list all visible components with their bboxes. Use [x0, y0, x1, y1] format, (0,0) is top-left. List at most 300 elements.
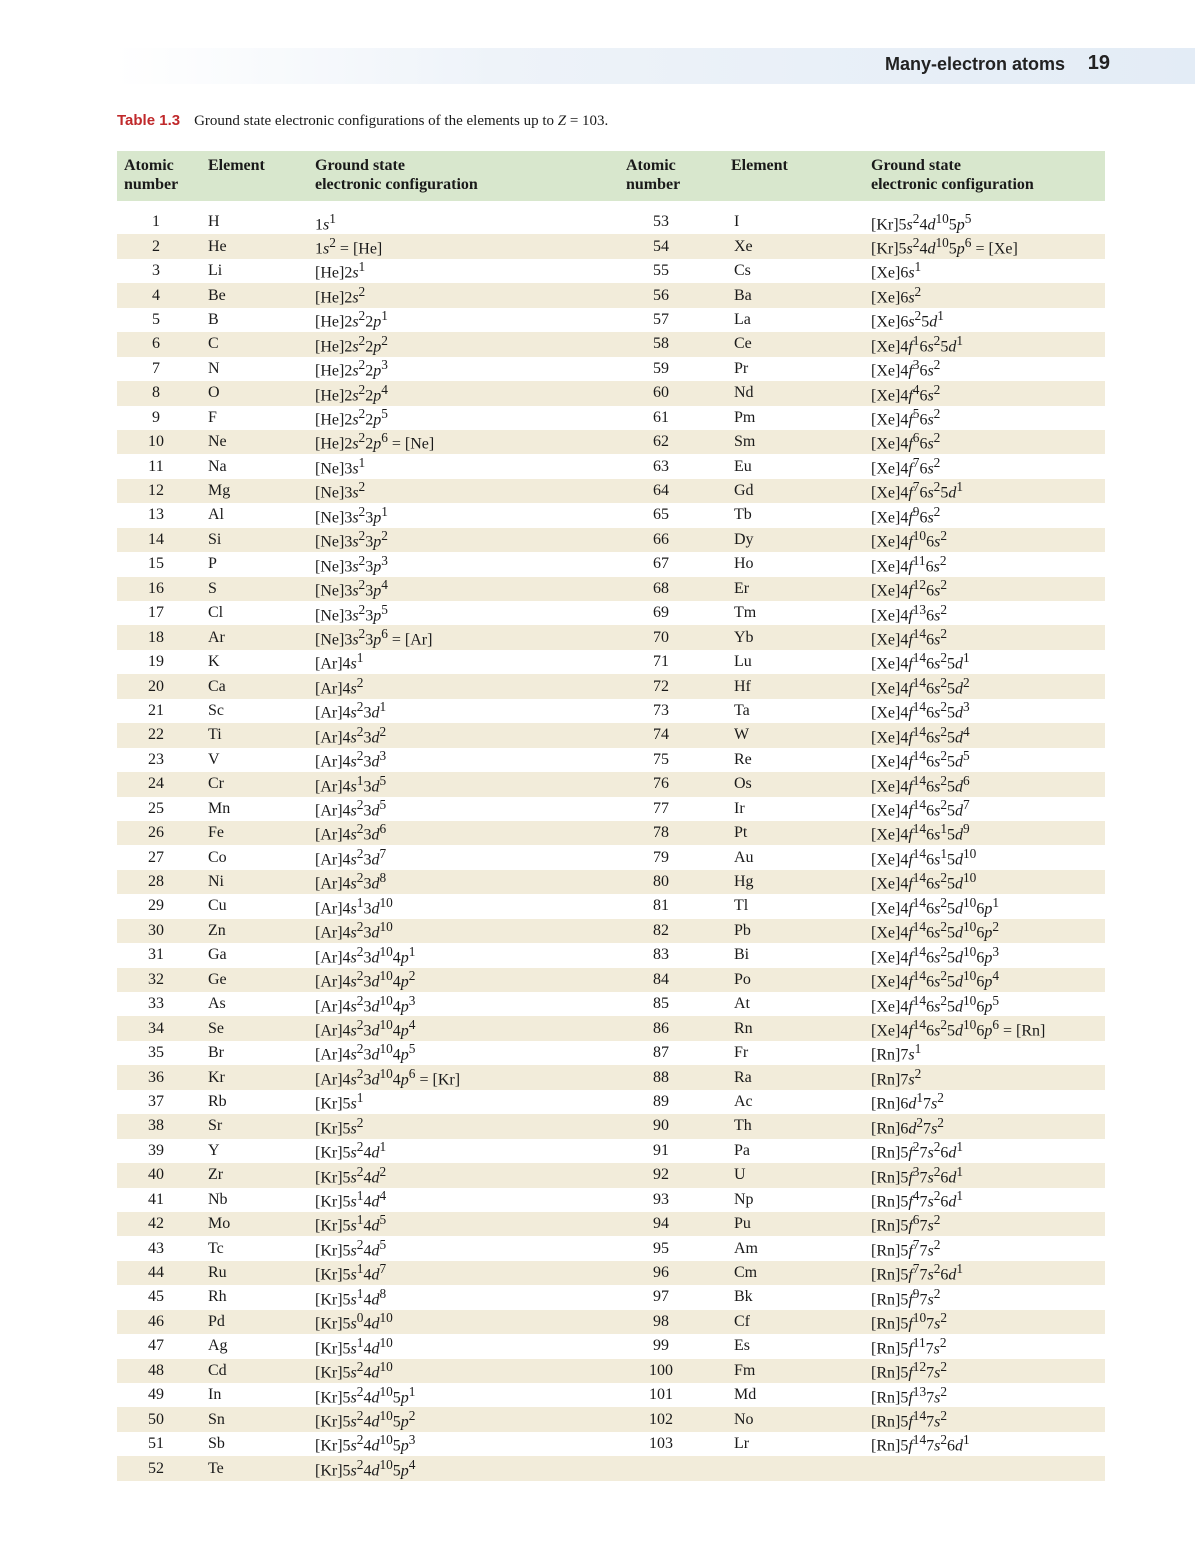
header-element: Element [208, 157, 265, 174]
atomic-number-cell: 39 [148, 1141, 164, 1159]
atomic-number-cell: 1 [152, 213, 160, 231]
configuration-right-cell: $[Xe]4f^{11}6s^2$ [871, 552, 947, 575]
atomic-number-cell: 36 [148, 1068, 164, 1086]
configuration-cell: $[Kr]5s^14d^8$ [315, 1285, 387, 1309]
configuration-right-cell: $[Rn]6d^27s^2$ [871, 1114, 944, 1138]
header-element-right: Element [731, 157, 788, 174]
configuration-cell: $[Ne]3s^1$ [315, 454, 366, 478]
atomic-number-right-cell: 87 [653, 1044, 669, 1062]
element-symbol-cell: Sc [208, 701, 224, 719]
configuration-cell: $[Kr]5s^24d^{10}5p^1$ [315, 1383, 416, 1406]
element-symbol-cell: Ca [208, 677, 226, 695]
element-symbol-right-cell: Lr [734, 1435, 750, 1453]
element-symbol-right-cell: Th [734, 1117, 752, 1135]
configuration-right-cell: $[Xe]4f^46s^2$ [871, 381, 941, 404]
element-symbol-cell: Cd [208, 1361, 227, 1379]
configuration-cell: $[Ar]4s^23d^2$ [315, 723, 387, 747]
atomic-number-cell: 42 [148, 1215, 164, 1233]
atomic-number-right-cell: 76 [653, 775, 669, 793]
configuration-right-cell: $[Xe]4f^16s^25d^1$ [871, 332, 964, 356]
configuration-right-cell: $[Rn]5f^77s^26d^1$ [871, 1261, 964, 1284]
atomic-number-cell: 20 [148, 677, 164, 695]
configuration-right-cell: $[Xe]4f^66s^2$ [871, 430, 941, 453]
atomic-number-right-cell: 84 [653, 970, 669, 988]
element-symbol-cell: Cu [208, 897, 227, 915]
configuration-cell: $[Ar]4s^23d^{10}$ [315, 919, 393, 942]
atomic-number-right-cell: 99 [653, 1337, 669, 1355]
table-caption [117, 112, 608, 130]
table-row [117, 845, 1105, 869]
element-symbol-cell: N [208, 359, 220, 377]
configuration-cell: $[He]2s^22p^5$ [315, 406, 388, 429]
atomic-number-cell: 43 [148, 1239, 164, 1257]
atomic-number-right-cell: 79 [653, 848, 669, 866]
configuration-right-cell: $[Xe]4f^{14}6s^25d^{10}6p^6 = [Rn]$ [871, 1016, 1046, 1040]
table-row [117, 674, 1105, 698]
atomic-number-right-cell: 90 [653, 1117, 669, 1135]
header-atomic-number-right [626, 151, 731, 201]
table-row [117, 1016, 1105, 1040]
table-row [117, 943, 1105, 967]
configuration-cell: $[Ar]4s^23d^8$ [315, 870, 387, 893]
configuration-right-cell: $[Xe]4f^{14}6s^25d^{10}6p^2$ [871, 919, 999, 942]
table-row [117, 1285, 1105, 1309]
table-row [117, 772, 1105, 796]
configuration-right-cell: $[Xe]6s^25d^1$ [871, 308, 944, 331]
atomic-number-right-cell: 55 [653, 262, 669, 280]
configuration-right-cell: $[Xe]4f^{13}6s^2$ [871, 601, 947, 624]
element-symbol-cell: K [208, 653, 220, 671]
configuration-cell: $[Kr]5s^14d^5$ [315, 1212, 387, 1235]
configuration-cell: $[Ar]4s^23d^{10}4p^4$ [315, 1016, 416, 1040]
atomic-number-cell: 22 [148, 726, 164, 744]
atomic-number-right-cell: 72 [653, 677, 669, 695]
header-atomic-number-right-line1: Atomic [626, 157, 676, 174]
configuration-cell: $[Ne]3s^23p^5$ [315, 601, 388, 624]
element-symbol-right-cell: Pb [734, 921, 751, 939]
page-number: 19 [1087, 52, 1110, 74]
configuration-right-cell: $[Xe]4f^{14}6s^25d^3$ [871, 699, 970, 722]
configuration-cell: $[Ne]3s^23p^2$ [315, 528, 388, 551]
element-symbol-right-cell: Ac [734, 1092, 753, 1110]
element-symbol-cell: In [208, 1386, 222, 1404]
atomic-number-right-cell: 58 [653, 335, 669, 353]
element-symbol-cell: Tc [208, 1239, 224, 1257]
atomic-number-right-cell: 70 [653, 628, 669, 646]
element-symbol-right-cell: Cf [734, 1312, 750, 1330]
table-row [117, 283, 1105, 307]
header-atomic-number-line1: Atomic [124, 157, 174, 174]
configuration-right-cell: $[Xe]6s^1$ [871, 259, 922, 282]
element-symbol-right-cell: Pm [734, 408, 756, 426]
atomic-number-cell: 13 [148, 506, 164, 524]
header-configuration-right-line2: electronic configuration [871, 176, 1034, 193]
element-symbol-right-cell: Sm [734, 433, 756, 451]
configuration-cell: $[Kr]5s^24d^{10}5p^3$ [315, 1432, 416, 1455]
element-symbol-right-cell: Fm [734, 1361, 756, 1379]
table-row [117, 577, 1105, 601]
configuration-right-cell: $[Rn]5f^{14}7s^26d^1$ [871, 1432, 970, 1455]
configuration-right-cell: $[Xe]4f^76s^25d^1$ [871, 479, 964, 502]
atomic-number-cell: 44 [148, 1264, 164, 1282]
atomic-number-right-cell: 78 [653, 824, 669, 842]
element-symbol-cell: Ne [208, 433, 227, 451]
configuration-cell: $[He]2s^22p^4$ [315, 381, 388, 404]
atomic-number-right-cell: 63 [653, 457, 669, 475]
element-symbol-right-cell: U [734, 1166, 746, 1184]
element-symbol-cell: O [208, 384, 220, 402]
configuration-right-cell: $[Xe]4f^{14}6s^25d^2$ [871, 674, 970, 698]
atomic-number-cell: 33 [148, 995, 164, 1013]
table-row [117, 234, 1105, 258]
atomic-number-right-cell: 73 [653, 701, 669, 719]
configuration-cell: $[Ar]4s^23d^{10}4p^2$ [315, 968, 416, 991]
running-title: Many-electron atoms [884, 54, 1065, 74]
configuration-right-cell: $[Xe]6s^2$ [871, 283, 922, 307]
atomic-number-cell: 10 [148, 433, 164, 451]
element-symbol-right-cell: Md [734, 1386, 757, 1404]
atomic-number-right-cell: 95 [653, 1239, 669, 1257]
atomic-number-cell: 48 [148, 1361, 164, 1379]
element-symbol-cell: Rh [208, 1288, 227, 1306]
element-symbol-right-cell: Dy [734, 530, 754, 548]
element-symbol-cell: Y [208, 1141, 220, 1159]
header-configuration-right [871, 151, 1105, 201]
configuration-right-cell: $[Rn]5f^47s^26d^1$ [871, 1188, 964, 1211]
configuration-cell: $[Kr]5s^24d^5$ [315, 1236, 387, 1260]
atomic-number-right-cell: 56 [653, 286, 669, 304]
configuration-cell: $[Kr]5s^24d^1$ [315, 1139, 387, 1162]
table-row [117, 1383, 1105, 1407]
atomic-number-cell: 38 [148, 1117, 164, 1135]
configuration-right-cell: $[Rn]6d^17s^2$ [871, 1090, 944, 1113]
table-row [117, 332, 1105, 356]
configuration-table [117, 151, 1105, 1481]
configuration-right-cell: $[Xe]4f^{14}6s^25d^{10}6p^3$ [871, 943, 999, 966]
configuration-cell: $[Kr]5s^1$ [315, 1090, 364, 1113]
configuration-cell: $[Ne]3s^23p^3$ [315, 552, 388, 575]
atomic-number-cell: 47 [148, 1337, 164, 1355]
header-configuration-line1: Ground state [315, 157, 405, 174]
atomic-number-cell: 26 [148, 824, 164, 842]
element-symbol-right-cell: Er [734, 579, 750, 597]
atomic-number-right-cell: 83 [653, 946, 669, 964]
configuration-cell: $[He]2s^22p^1$ [315, 308, 388, 331]
atomic-number-right-cell: 86 [653, 1019, 669, 1037]
atomic-number-right-cell: 75 [653, 750, 669, 768]
element-symbol-cell: Zn [208, 921, 226, 939]
atomic-number-right-cell: 96 [653, 1264, 669, 1282]
atomic-number-cell: 6 [152, 335, 160, 353]
header-configuration-line2: electronic configuration [315, 176, 478, 193]
atomic-number-right-cell: 94 [653, 1215, 669, 1233]
atomic-number-right-cell: 92 [653, 1166, 669, 1184]
configuration-cell: $[Kr]5s^14d^7$ [315, 1261, 387, 1284]
configuration-cell: $[Ar]4s^23d^{10}4p^1$ [315, 943, 416, 966]
element-symbol-cell: Mo [208, 1215, 231, 1233]
configuration-right-cell: $[Kr]5s^24d^{10}5p^5$ [871, 210, 972, 233]
configuration-right-cell: $[Rn]5f^{12}7s^2$ [871, 1359, 948, 1382]
table-row [117, 430, 1105, 454]
atomic-number-cell: 46 [148, 1312, 164, 1330]
configuration-cell: $[Ar]4s^23d^5$ [315, 797, 387, 820]
element-symbol-right-cell: Am [734, 1239, 758, 1257]
atomic-number-cell: 23 [148, 750, 164, 768]
element-symbol-cell: As [208, 995, 226, 1013]
element-symbol-right-cell: Ir [734, 799, 745, 817]
configuration-cell: $[Kr]5s^24d^{10}5p^2$ [315, 1407, 416, 1431]
configuration-cell: $[He]2s^2$ [315, 283, 366, 307]
table-row [117, 308, 1105, 332]
table-row [117, 797, 1105, 821]
element-symbol-cell: Cl [208, 604, 224, 622]
element-symbol-cell: Mn [208, 799, 231, 817]
atomic-number-cell: 37 [148, 1092, 164, 1110]
table-row [117, 210, 1105, 234]
configuration-right-cell: $[Xe]4f^{14}6s^25d^{10}6p^5$ [871, 992, 999, 1015]
element-symbol-cell: Co [208, 848, 227, 866]
atomic-number-right-cell: 102 [649, 1410, 673, 1428]
configuration-right-cell: $[Xe]4f^{14}6s^15d^9$ [871, 821, 970, 844]
atomic-number-cell: 3 [152, 262, 160, 280]
atomic-number-right-cell: 53 [653, 213, 669, 231]
configuration-right-cell: $[Xe]4f^{14}6s^25d^{10}6p^4$ [871, 968, 999, 991]
element-symbol-right-cell: Pu [734, 1215, 751, 1233]
table-row [117, 479, 1105, 503]
caption-text: Ground state electronic configurations of the elements up to [194, 113, 558, 129]
element-symbol-right-cell: Pt [734, 824, 748, 842]
element-symbol-right-cell: Os [734, 775, 752, 793]
atomic-number-right-cell: 71 [653, 653, 669, 671]
element-symbol-right-cell: La [734, 310, 751, 328]
table-row [117, 1212, 1105, 1236]
element-symbol-right-cell: Eu [734, 457, 752, 475]
table-body [117, 210, 1105, 1481]
atomic-number-right-cell: 66 [653, 530, 669, 548]
element-symbol-cell: Br [208, 1044, 224, 1062]
configuration-right-cell: $[Xe]4f^96s^2$ [871, 503, 941, 527]
table-row [117, 357, 1105, 381]
atomic-number-right-cell: 81 [653, 897, 669, 915]
atomic-number-right-cell: 64 [653, 482, 669, 500]
atomic-number-cell: 2 [152, 237, 160, 255]
configuration-cell: $[Ne]3s^23p^4$ [315, 577, 388, 600]
atomic-number-right-cell: 101 [649, 1386, 673, 1404]
configuration-right-cell: $[Rn]5f^{11}7s^2$ [871, 1334, 947, 1357]
configuration-right-cell: $[Rn]5f^27s^26d^1$ [871, 1139, 964, 1162]
configuration-cell: $[Kr]5s^14d^4$ [315, 1188, 387, 1211]
element-symbol-cell: F [208, 408, 217, 426]
element-symbol-right-cell: Xe [734, 237, 753, 255]
element-symbol-right-cell: Bk [734, 1288, 753, 1306]
element-symbol-cell: Rb [208, 1092, 227, 1110]
table-row [117, 1114, 1105, 1138]
element-symbol-cell: Ar [208, 628, 225, 646]
atomic-number-cell: 31 [148, 946, 164, 964]
atomic-number-right-cell: 62 [653, 433, 669, 451]
table-row [117, 454, 1105, 478]
atomic-number-cell: 9 [152, 408, 160, 426]
element-symbol-right-cell: Rn [734, 1019, 753, 1037]
configuration-cell: $[He]2s^22p^2$ [315, 332, 388, 356]
atomic-number-right-cell: 69 [653, 604, 669, 622]
atomic-number-cell: 8 [152, 384, 160, 402]
table-row [117, 1407, 1105, 1431]
atomic-number-cell: 4 [152, 286, 160, 304]
atomic-number-cell: 50 [148, 1410, 164, 1428]
atomic-number-right-cell: 57 [653, 310, 669, 328]
configuration-right-cell: $[Xe]4f^76s^2$ [871, 454, 941, 478]
atomic-number-cell: 35 [148, 1044, 164, 1062]
configuration-cell: $[Ar]4s^23d^6$ [315, 821, 387, 844]
atomic-number-right-cell: 93 [653, 1190, 669, 1208]
element-symbol-cell: Be [208, 286, 226, 304]
configuration-right-cell: $[Xe]4f^{14}6s^25d^7$ [871, 797, 970, 820]
atomic-number-cell: 15 [148, 555, 164, 573]
atomic-number-cell: 29 [148, 897, 164, 915]
atomic-number-right-cell: 85 [653, 995, 669, 1013]
element-symbol-cell: S [208, 579, 217, 597]
table-row [117, 968, 1105, 992]
element-symbol-cell: P [208, 555, 217, 573]
atomic-number-right-cell: 65 [653, 506, 669, 524]
element-symbol-right-cell: I [734, 213, 740, 231]
atomic-number-right-cell: 80 [653, 873, 669, 891]
header-atomic-number-line2: number [124, 176, 179, 193]
element-symbol-cell: Ag [208, 1337, 228, 1355]
configuration-right-cell: $[Xe]4f^{10}6s^2$ [871, 528, 947, 551]
table-row [117, 528, 1105, 552]
configuration-cell: $[Ar]4s^23d^7$ [315, 845, 387, 869]
table-row [117, 870, 1105, 894]
element-symbol-cell: Cr [208, 775, 224, 793]
element-symbol-cell: Sn [208, 1410, 225, 1428]
configuration-cell: $[Kr]5s^2$ [315, 1114, 364, 1138]
table-row [117, 748, 1105, 772]
header-configuration-right-line1: Ground state [871, 157, 961, 174]
table-row [117, 992, 1105, 1016]
configuration-cell: $[Ar]4s^13d^5$ [315, 772, 387, 795]
element-symbol-cell: H [208, 213, 220, 231]
table-row [117, 1065, 1105, 1089]
configuration-right-cell: $[Rn]7s^2$ [871, 1065, 922, 1089]
element-symbol-cell: C [208, 335, 219, 353]
element-symbol-cell: B [208, 310, 219, 328]
atomic-number-right-cell: 88 [653, 1068, 669, 1086]
configuration-cell: $[Kr]5s^24d^2$ [315, 1163, 387, 1186]
configuration-cell: $[Ar]4s^23d^{10}4p^3$ [315, 992, 416, 1015]
table-row [117, 699, 1105, 723]
element-symbol-right-cell: Hf [734, 677, 751, 695]
configuration-cell: $1s^2 = [He]$ [315, 234, 383, 258]
header-configuration [315, 151, 626, 201]
atomic-number-cell: 19 [148, 653, 164, 671]
table-row [117, 552, 1105, 576]
configuration-right-cell: $[Xe]4f^{14}6s^25d^6$ [871, 772, 970, 795]
configuration-cell: $[Ar]4s^1$ [315, 650, 364, 673]
table-row [117, 1188, 1105, 1212]
atomic-number-cell: 5 [152, 310, 160, 328]
atomic-number-right-cell: 103 [649, 1435, 673, 1453]
table-row [117, 406, 1105, 430]
configuration-right-cell: $[Rn]5f^77s^2$ [871, 1236, 941, 1260]
table-row [117, 625, 1105, 649]
element-symbol-cell: Na [208, 457, 227, 475]
element-symbol-cell: Sr [208, 1117, 223, 1135]
element-symbol-cell: V [208, 750, 220, 768]
atomic-number-cell: 45 [148, 1288, 164, 1306]
element-symbol-right-cell: Au [734, 848, 754, 866]
element-symbol-right-cell: Tl [734, 897, 749, 915]
configuration-right-cell: $[Xe]4f^36s^2$ [871, 357, 941, 380]
element-symbol-right-cell: Yb [734, 628, 754, 646]
atomic-number-cell: 34 [148, 1019, 164, 1037]
configuration-cell: $[Ar]4s^23d^1$ [315, 699, 387, 722]
table-row [117, 1359, 1105, 1383]
configuration-cell: $[Ar]4s^13d^{10}$ [315, 894, 393, 918]
element-symbol-cell: Se [208, 1019, 224, 1037]
atomic-number-right-cell: 68 [653, 579, 669, 597]
configuration-right-cell: $[Rn]7s^1$ [871, 1041, 922, 1064]
configuration-right-cell: $[Xe]4f^56s^2$ [871, 406, 941, 429]
element-symbol-right-cell: Fr [734, 1044, 749, 1062]
table-row [117, 894, 1105, 918]
configuration-cell: $[He]2s^1$ [315, 259, 366, 282]
configuration-cell: $[Ar]4s^23d^{10}4p^5$ [315, 1041, 416, 1064]
configuration-cell: $[Kr]5s^24d^{10}5p^4$ [315, 1456, 416, 1480]
table-row [117, 1261, 1105, 1285]
atomic-number-right-cell: 97 [653, 1288, 669, 1306]
atomic-number-cell: 21 [148, 701, 164, 719]
configuration-cell: $[Ne]3s^23p^1$ [315, 503, 388, 527]
atomic-number-right-cell: 67 [653, 555, 669, 573]
atomic-number-right-cell: 91 [653, 1141, 669, 1159]
element-symbol-right-cell: Np [734, 1190, 754, 1208]
configuration-cell: $[Ar]4s^23d^3$ [315, 748, 387, 771]
atomic-number-cell: 32 [148, 970, 164, 988]
element-symbol-right-cell: Cs [734, 262, 751, 280]
element-symbol-right-cell: Gd [734, 482, 754, 500]
atomic-number-cell: 52 [148, 1459, 164, 1477]
element-symbol-right-cell: Tm [734, 604, 757, 622]
element-symbol-right-cell: Es [734, 1337, 750, 1355]
table-row [117, 1456, 1105, 1480]
element-symbol-right-cell: At [734, 995, 750, 1013]
configuration-cell: $[He]2s^22p^3$ [315, 357, 388, 380]
element-symbol-right-cell: Pr [734, 359, 749, 377]
atomic-number-right-cell: 77 [653, 799, 669, 817]
table-row [117, 821, 1105, 845]
element-symbol-cell: Fe [208, 824, 224, 842]
atomic-number-right-cell: 100 [649, 1361, 673, 1379]
configuration-right-cell: $[Kr]5s^24d^{10}5p^6 = [Xe]$ [871, 234, 1018, 258]
atomic-number-cell: 18 [148, 628, 164, 646]
configuration-cell: $[Ar]4s^23d^{10}4p^6 = [Kr]$ [315, 1065, 461, 1089]
configuration-right-cell: $[Xe]4f^{14}6s^25d^{10}$ [871, 870, 977, 893]
configuration-right-cell: $[Xe]4f^{14}6s^25d^4$ [871, 723, 970, 747]
atomic-number-right-cell: 82 [653, 921, 669, 939]
atomic-number-right-cell: 98 [653, 1312, 669, 1330]
element-symbol-right-cell: Re [734, 750, 752, 768]
atomic-number-cell: 30 [148, 921, 164, 939]
element-symbol-right-cell: Tb [734, 506, 752, 524]
configuration-right-cell: $[Xe]4f^{14}6s^25d^5$ [871, 748, 970, 771]
element-symbol-cell: Zr [208, 1166, 224, 1184]
table-row [117, 1163, 1105, 1187]
atomic-number-cell: 16 [148, 579, 164, 597]
configuration-cell: $[Kr]5s^14d^{10}$ [315, 1334, 393, 1357]
configuration-right-cell: $[Rn]5f^{10}7s^2$ [871, 1310, 948, 1333]
